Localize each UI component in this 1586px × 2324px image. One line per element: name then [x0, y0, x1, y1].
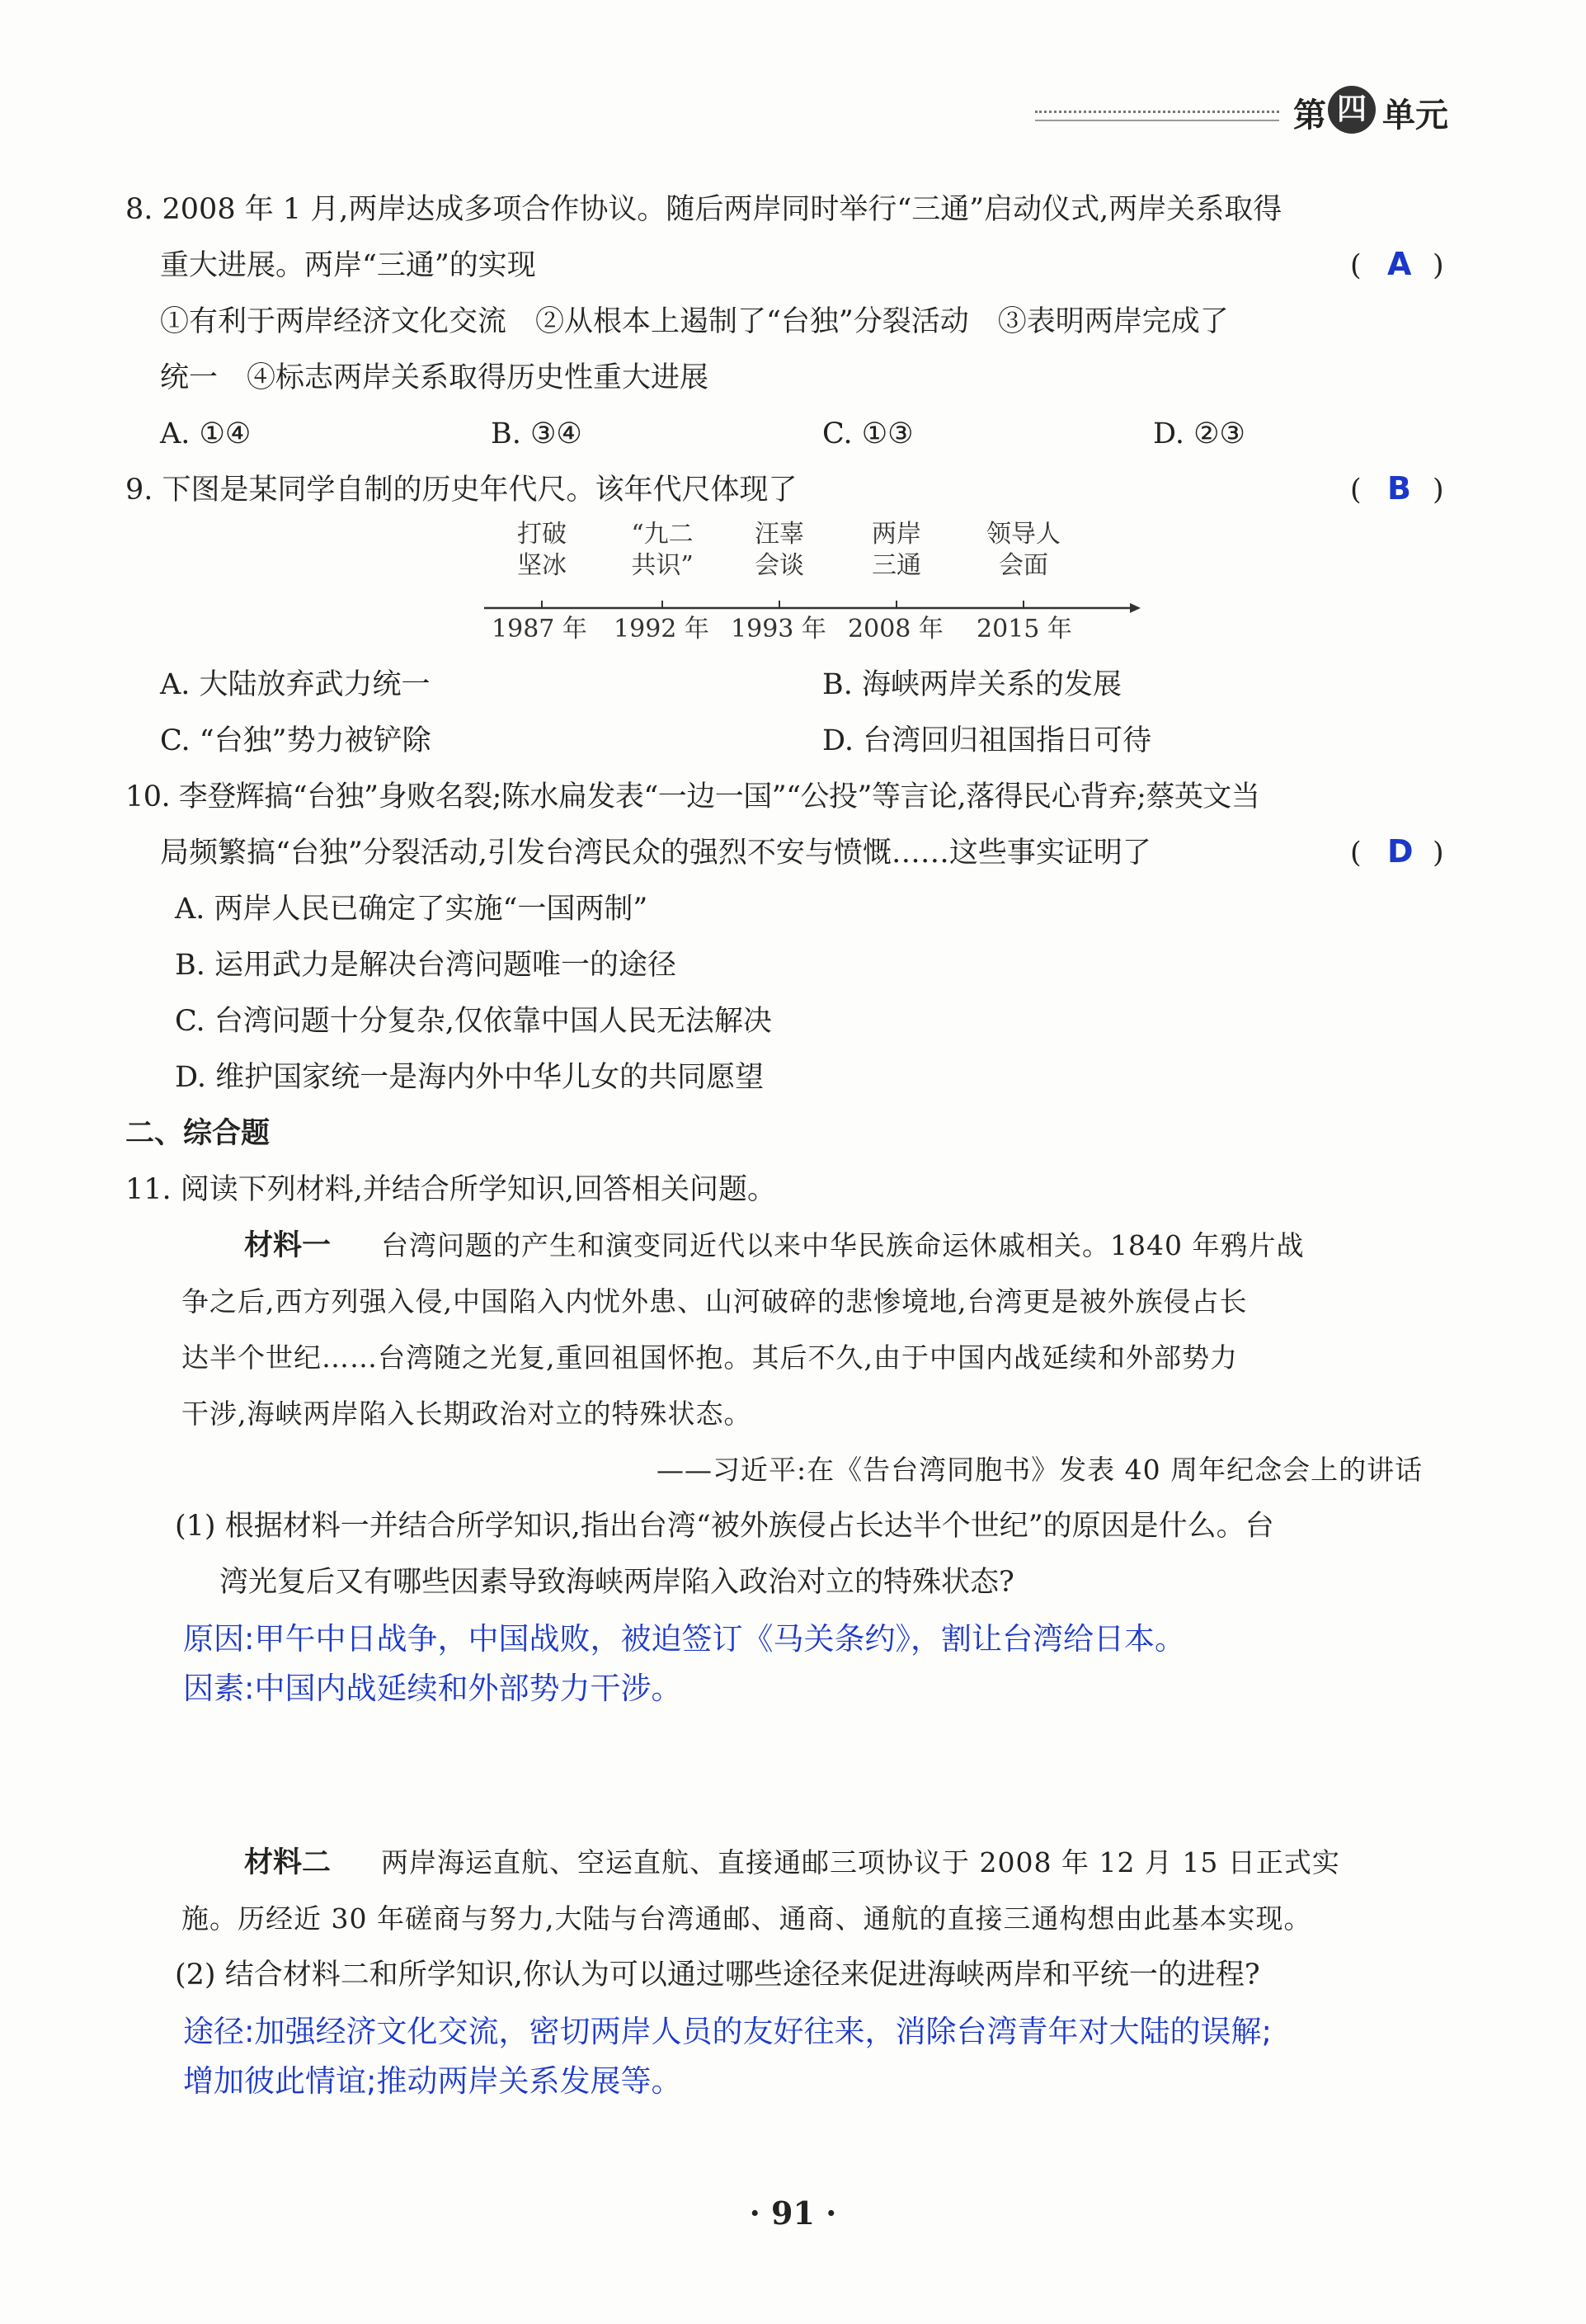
q10-option-d: D. 维护国家统一是海内外中华儿女的共同愿望: [175, 1061, 765, 1094]
timeline-event-1-top: 打破: [517, 520, 567, 549]
sub1-line2: 湾光复后又有哪些因素导致海峡两岸陷入政治对立的特殊状态?: [219, 1566, 1014, 1599]
material1-line4: 干涉,海峡两岸陷入长期政治对立的特殊状态。: [181, 1398, 752, 1430]
q8-line3: ①有利于两岸经济文化交流 ②从根本上遏制了“台独”分裂活动 ③表明两岸完成了: [160, 305, 1229, 338]
section-title: 二、综合题: [125, 1117, 271, 1150]
q8-answer-paren-open: (: [1350, 249, 1362, 282]
q10-answer: D: [1387, 833, 1414, 870]
q8-option-d: D. ②③: [1153, 417, 1245, 450]
q9-option-d: D. 台湾回归祖国指日可待: [822, 724, 1152, 757]
material1-line3: 达半个世纪……台湾随之光复,重回祖国怀抱。其后不久,由于中国内战延续和外部势力: [181, 1341, 1238, 1374]
timeline-event-1: [492, 519, 591, 582]
q10-answer-paren-close: ): [1433, 837, 1444, 870]
sub2-answer-1: 途径:加强经济文化交流，密切两岸人员的友好往来，消除台湾青年对大陆的误解;: [183, 2014, 1272, 2049]
q10-line2: 局频繁搞“台独”分裂活动,引发台湾民众的强烈不安与愤慨……这些事实证明了: [160, 837, 1151, 870]
timeline-event-5: [974, 519, 1073, 582]
q8-answer-paren-close: ): [1433, 249, 1444, 282]
timeline-event-3: [730, 519, 829, 582]
timeline-event-3-bottom: 会谈: [755, 551, 804, 580]
q8-line2: 重大进展。两岸“三通”的实现: [160, 249, 536, 282]
unit-number-badge: 四: [1328, 86, 1376, 134]
timeline-event-5-bottom: 会面: [999, 551, 1048, 580]
sub1-answer-1: 原因:甲午中日战争，中国战败，被迫签订《马关条约》，割让台湾给日本。: [183, 1621, 1185, 1657]
timeline-year-1: 1987 年: [492, 615, 587, 643]
timeline-event-5-top: 领导人: [986, 520, 1061, 549]
header-di: 第: [1293, 97, 1326, 134]
q9-answer-paren-open: (: [1350, 474, 1362, 507]
timeline-event-2-top: “九二: [631, 520, 694, 549]
timeline-event-1-bottom: 坚冰: [517, 551, 567, 580]
sub2-answer-2: 增加彼此情谊;推动两岸关系发展等。: [183, 2063, 682, 2099]
q10-line1: 10. 李登辉搞“台独”身败名裂;陈水扁发表“一边一国”“公投”等言论,落得民心背弃;蔡英文当: [125, 780, 1260, 813]
timeline-event-3-top: 汪辜: [755, 520, 804, 549]
timeline-year-5: 2015 年: [977, 615, 1072, 643]
material1-label: 材料一: [244, 1229, 332, 1262]
material2-line1: 两岸海运直航、空运直航、直接通邮三项协议于 2008 年 12 月 15 日正式实: [381, 1846, 1340, 1879]
q9-option-b: B. 海峡两岸关系的发展: [822, 668, 1122, 701]
page-number: · 91 ·: [749, 2194, 837, 2232]
q8-option-c: C. ①③: [822, 417, 914, 450]
q8-line4: 统一 ④标志两岸关系取得历史性重大进展: [160, 361, 709, 394]
material2-line2: 施。历经近 30 年磋商与努力,大陆与台湾通邮、通商、通航的直接三通构想由此基本实现。: [181, 1902, 1312, 1935]
q10-option-c: C. 台湾问题十分复杂,仅依靠中国人民无法解决: [175, 1005, 772, 1038]
q9-answer-paren-close: ): [1433, 474, 1444, 507]
sub1-line1: (1) 根据材料一并结合所学知识,指出台湾“被外族侵占长达半个世纪”的原因是什么。台: [175, 1510, 1274, 1543]
material1-line2: 争之后,西方列强入侵,中国陷入内忧外患、山河破碎的悲惨境地,台湾更是被外族侵占长: [181, 1285, 1248, 1318]
q10-option-a: A. 两岸人民已确定了实施“一国两制”: [175, 893, 648, 926]
sub2-line: (2) 结合材料二和所学知识,你认为可以通过哪些途径来促进海峡两岸和平统一的进程?: [175, 1959, 1260, 1992]
q11-stem: 11. 阅读下列材料,并结合所学知识,回答相关问题。: [125, 1173, 777, 1206]
q8-option-a: A. ①④: [160, 417, 252, 450]
timeline-event-4-top: 两岸: [872, 520, 921, 549]
sub1-answer-2: 因素:中国内战延续和外部势力干涉。: [183, 1671, 682, 1706]
timeline-year-3: 1993 年: [731, 615, 826, 643]
q10-answer-paren-open: (: [1350, 837, 1362, 870]
material1-line1: 台湾问题的产生和演变同近代以来中华民族命运休戚相关。1840 年鸦片战: [381, 1229, 1305, 1261]
q8-line1: 8. 2008 年 1 月,两岸达成多项合作协议。随后两岸同时举行“三通”启动仪式,两岸关系取得: [125, 193, 1282, 226]
material2-label: 材料二: [244, 1846, 332, 1879]
q8-option-b: B. ③④: [491, 417, 582, 450]
timeline-year-4: 2008 年: [848, 615, 944, 643]
q8-answer: A: [1387, 246, 1412, 282]
q10-option-b: B. 运用武力是解决台湾问题唯一的途径: [175, 949, 676, 982]
q9-option-c: C. “台独”势力被铲除: [160, 724, 431, 757]
material1-source: ——习近平:在《告台湾同胞书》发表 40 周年纪念会上的讲话: [657, 1454, 1424, 1486]
history-timeline: [482, 516, 1142, 656]
timeline-event-4: [847, 519, 946, 582]
q9-answer: B: [1387, 470, 1411, 507]
header-rule: [1035, 111, 1279, 121]
header-unit: 单元: [1382, 97, 1448, 134]
q9-stem: 9. 下图是某同学自制的历史年代尺。该年代尺体现了: [125, 474, 798, 507]
timeline-event-2: [613, 519, 712, 582]
q9-option-a: A. 大陆放弃武力统一: [160, 668, 431, 701]
timeline-event-4-bottom: 三通: [872, 551, 921, 580]
timeline-event-2-bottom: 共识”: [631, 551, 694, 580]
timeline-year-2: 1992 年: [614, 615, 709, 643]
